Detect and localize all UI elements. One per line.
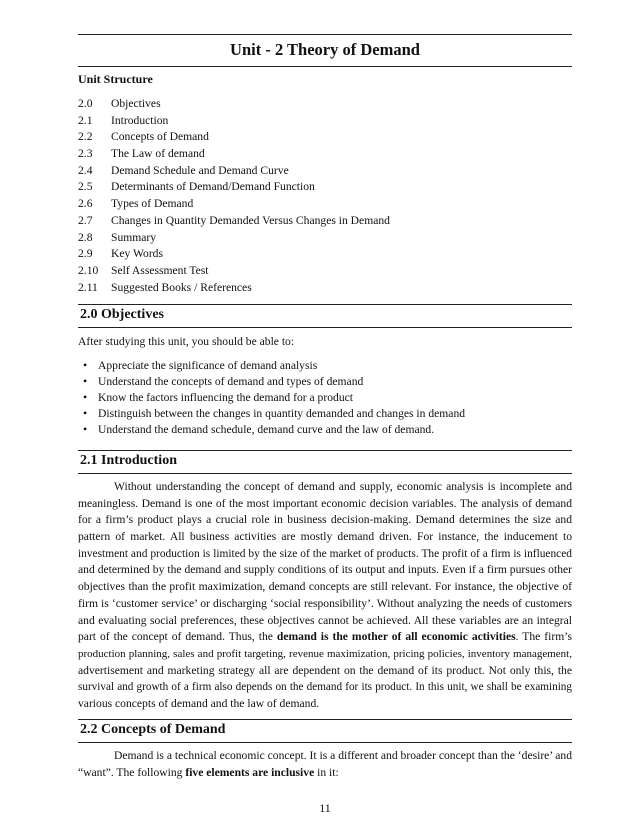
text-line: Demand is a technical economic concept. It is a different and broader concept than the ‘desire’ and (114, 749, 572, 762)
emphasis-text: five elements are inclusive (185, 765, 315, 779)
objectives-intro: After studying this unit, you should be able to: (78, 335, 295, 348)
unit-title: Unit - 2 Theory of Demand (230, 40, 420, 59)
text-line: pattern of market. All business activities are mostly demand driven. For instance, the inducement to (78, 530, 572, 544)
page-number: 11 (319, 801, 331, 815)
list-item: • Understand the demand schedule, demand curve and the law of demand. (83, 422, 435, 436)
toc-item: 2.7 Changes in Quantity Demanded Versus Changes in Demand (78, 213, 390, 227)
list-item: • Understand the concepts of demand and types of demand (83, 374, 364, 388)
toc-item: 2.9 Key Words (78, 247, 163, 261)
text-line: for a firm’s product plays a crucial role in business decision-making. Demand determines the size and (78, 513, 572, 527)
text-line: various concepts of demand and the law of demand. (78, 696, 320, 710)
toc-item: 2.0 Objectives (78, 97, 161, 110)
list-item: • Distinguish between the changes in quantity demanded and changes in demand (83, 406, 466, 420)
table-of-contents (78, 96, 572, 296)
text-line: part of the concept of demand. Thus, the demand is the mother of all economic activities. The firm’s (78, 630, 572, 644)
text-line: “want”. The following five elements are inclusive in it: (78, 765, 339, 779)
toc-item: 2.3 The Law of demand (78, 147, 205, 161)
toc-item: 2.2 Concepts of Demand (78, 130, 209, 144)
text-line: and determined by the demand and supply conditions of its output and inputs. Even if a firm pursues other (78, 563, 572, 577)
concepts-heading: 2.2 Concepts of Demand (78, 719, 572, 743)
introduction-paragraph (78, 479, 572, 713)
text-line: and evaluating social preferences, these objectives cannot be achieved. All these variables are an integral (78, 613, 572, 627)
introduction-heading: 2.1 Introduction (78, 450, 572, 474)
concepts-paragraph (78, 748, 572, 781)
text-line: survival and growth of a firm also depends on the demand for its product. In this unit, we shall be examining (78, 681, 572, 694)
text-line: advertisement and marketing strategy all are dependent on the demand of its product. Not only this, the (78, 663, 572, 677)
toc-item: 2.11 Suggested Books / References (78, 280, 252, 294)
toc-item: 2.8 Summary (78, 230, 157, 244)
toc-item: 2.6 Types of Demand (78, 197, 194, 211)
text-line: firm is ‘customer service’ or discharging ‘social responsibility’. Without analyzing the needs of customers (78, 596, 572, 610)
text-line: production planning, sales and profit targeting, revenue maximization, pricing policies, inventory management, (78, 647, 572, 660)
list-item: • Know the factors influencing the demand for a product (83, 390, 353, 404)
emphasis-text: demand is the mother of all economic activities (276, 630, 516, 644)
toc-item: 2.4 Demand Schedule and Demand Curve (78, 163, 289, 177)
objectives-list (78, 357, 572, 437)
toc-item: 2.10 Self Assessment Test (78, 263, 209, 277)
toc-item: 2.1 Introduction (78, 113, 169, 127)
toc-item: 2.5 Determinants of Demand/Demand Function (78, 180, 315, 194)
unit-structure-label: Unit Structure (78, 72, 153, 86)
text-line: investment and production is limited by the size of the market of products. The profit of a firm is influenced (78, 547, 572, 560)
text-line: meaningless. Demand is one of the most important economic decision variables. The analysis of demand (78, 496, 572, 510)
text-line: objectives than the profit maximization, demand concepts are still relevant. For instance, the objective of (78, 580, 572, 594)
objectives-heading: 2.0 Objectives (78, 304, 572, 328)
text-line: Without understanding the concept of demand and supply, economic analysis is incomplete and (114, 480, 572, 493)
list-item: • Appreciate the significance of demand analysis (83, 358, 318, 372)
unit-title-bar (78, 34, 572, 67)
